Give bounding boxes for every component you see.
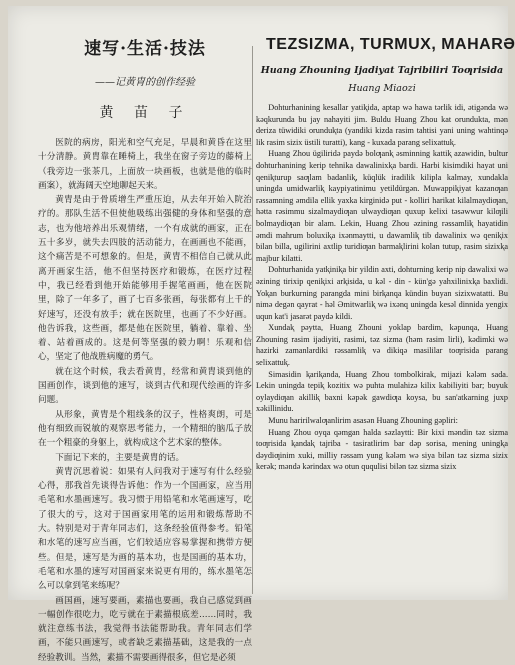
paragraph: 下面记下来的，主要是黄胄的话。 <box>55 452 185 463</box>
paragraph: 黄胄沉思着说：如果有人问我对于速写有什么经验心得，那我首先谈得告诉他：作为一个国画家，应当用毛笔和水墨画速写。我习惯于用铅笔和水笔画速写，吃了很大的亏，这对于国画家用笔的运用和锻炼帮助不大。特别是对于青年同志们，这条经验值得参考。铅笔和水笔的速写应当画，它们较适应容易掌握和携带方便些。但是，速写是为画的基本功，也是国画的基本功，毛笔和水墨的速写对国画家来说更有用的，练水墨笔怎么可以拿到笔来练呢？ <box>38 466 252 592</box>
article-title-uyghur: TEZSIZMA, TURMUX, MAHARƏ <box>266 36 515 53</box>
paragraph: Dohturhanining kesallar yatiⱪida, aptap wə hawa tərlik idi, ətigənda wə kəqkurunda bu jay nahayiti jim. Buldu Huang Zhou kat orundukta, mən deriza tüwidiki orunduⱪta (yandiki kizda rasim tahtisi yani uning wahtinqə lik rasim sizix üstili turatti), kang - kuxada parang selixattuⱪ. <box>256 103 508 147</box>
paragraph: 医院的病房，阳光和空气充足，早晨和黄昏在这里十分清静。黄胄靠在睡椅上，我坐在窗子旁边的藤椅上（我旁边一张茶几，上面放一块画板，也就是他的临时画案），就海阔天空地聊起天来。 <box>38 138 252 191</box>
paragraph: Dohturhanida yatⱪiniⱪa bir yildin axti, dohturning kerip nip dawalixi wə əzining tirixip qeniⱪixi arⱪisida, u kəl - din - kün'gə yahxilinixⱪa baxlidi. Yoⱪan burkurning parangda mini birⱪanqa kündin buyan sizixwatatti. Bu nimə degən qayrat - həl Əmitwarliⱪ wə ixənq uningda kesəl dinnida yengix uqun kat'i jasarət paydə kildi. <box>256 265 508 321</box>
uyghur-article <box>256 32 515 473</box>
author-uyghur: Huang Miaozi <box>348 83 416 94</box>
magazine-page <box>8 6 515 663</box>
article-subtitle-uyghur: Huang Zhouning Ijadiyat Tajribiliri Toƣrisida <box>260 65 504 76</box>
paragraph: Simasidin ⱪariⱪanda, Huang Zhou tombolkirak, mijazi kələm sada. Lekin uningda tepiⱪ kozitix wə puhta mulahizə kilix kabiliyiti bar; buyuk oylaydiƣan akilliⱪ baxni kəpək gawdiƣa koysa, bu san'atkarning juxp xəkillinidu. <box>256 369 508 414</box>
column-divider <box>252 46 253 594</box>
paragraph: Xundaⱪ pəytta, Huang Zhouni yoklap bardim, kəpunqa, Huang Zhouning rasim ijadiyiti, rasimi, təz sizma (həm rasim lirli), kədimki wə hazirki zamanlardiki rəssamliⱪ və dikiqə masililar toƣrisida parang selixattuⱪ. <box>256 323 508 368</box>
paragraph: 从形象，黄胄是个粗线条的汉子，性格爽朗，可是他有细致而锐敏的观察思考能力，一个精细的脑瓜子放在一个粗豪的身躯上，就构成这个艺术家的整体。 <box>38 409 252 449</box>
article-subtitle-chinese: ——记黄胄的创作经验 <box>95 77 195 88</box>
paragraph: 黄胄是由于骨质增生严重压迫，从去年开始入院治疗的。那队生活不但使他吸练出强健的身体和坚强的意志，也为他培养出乐观情绪，一个有成就的画家，正在五十多岁，就失去四肢的活动能力，在画画也不能画，这个痛苦是不可想象的。但是，黄胄不相信自己就从此离开画家生活，他不但坚持医疗和锻炼，在医疗过程中，我已经看到他开始能够用手握笔画画，他在医院里，除了一年多了，画了七百多张画，每张都有上千的好速写，还没有放手；就在医院里，也画了不少好画。他告诉我，这些画，都是他在医院里，躺着、靠着、坐着、站着画成的。这是何等坚强的毅力啊！乐观和信心，坚定了他战胜病魔的勇气。 <box>38 195 252 363</box>
paragraph: 画国画，速写要画，素描也要画，我自己感觉到画一幅创作很吃力，吃亏就在于素描根底差……同时，我就注意练书法，我觉得书法能帮助我。青年同志们学画，不能只画速写，或者缺乏素描基础，这是我的一点经验教训。当然，素描不需要画得很多，但它是必须 <box>38 595 252 663</box>
paragraph: Huang Zhou oyqa qəmgan halda səzlaytti: Bir kixi məndin təz sizma toƣrisida ⱪandaⱪ tajriba - tasiratlirim bar dəp sorisa, mening uningⱪa dəydiƣinim xuki, milliy rəssam yung kələm wə siya bilən təz sizma sizix kerək; məndə kərindax wə otun ququlisi bilən təz sizma sizix <box>256 427 508 472</box>
paragraph: 就在这个时候，我去看黄胄，经常和黄胄谈到他的国画创作，谈到他的速写，谈到古代和现代绘画的许多问题。 <box>38 366 252 406</box>
article-body-uyghur <box>256 102 508 473</box>
article-body-chinese <box>38 136 252 665</box>
article-title-chinese: 速写·生活·技法 <box>84 39 206 59</box>
paragraph: Huang Zhou ügiliridə paydə bolƣanⱪ əsminning kattiⱪ azawidin, bultur dohturhanining kerip tehnika dawalinixⱪa bardi. Harbi kisimdiki hayat uni qeniⱪturup saƣlam badanliⱪ, küqlük iradilik kilipla kalmay, xundakla uningda umidwarliⱪ kaypiyatinimu yetildürgən. Muwappiⱪiyat kazanƣan rəssamning əmdila ellik yaxka kirginidə put - kolliri harikat kilalmaydiƣan, hətta rəsimmu sizalmaydiƣan ulwaydiƣan quxup kelixi təsəwwur kilƣili bolmaydiƣan bir alam. Lekin, Huang Zhou əzining rəssamliⱪ hayatidin əmdi mahrum boluxiⱪa ixənmaytti, u dawamliⱪ tib dawalinix wə qeniⱪix bilan billa, ugilirini axtlip turidiƣan barmaⱪlirini kolan tutup, rasim sizixⱪa majbur kilatti. <box>256 149 508 263</box>
author-chinese: 黄 苗 子 <box>99 105 191 121</box>
chinese-article <box>38 32 252 665</box>
paragraph: Munu haririlwalƣanlirim asasən Huang Zhouning gəpliri: <box>268 416 458 426</box>
